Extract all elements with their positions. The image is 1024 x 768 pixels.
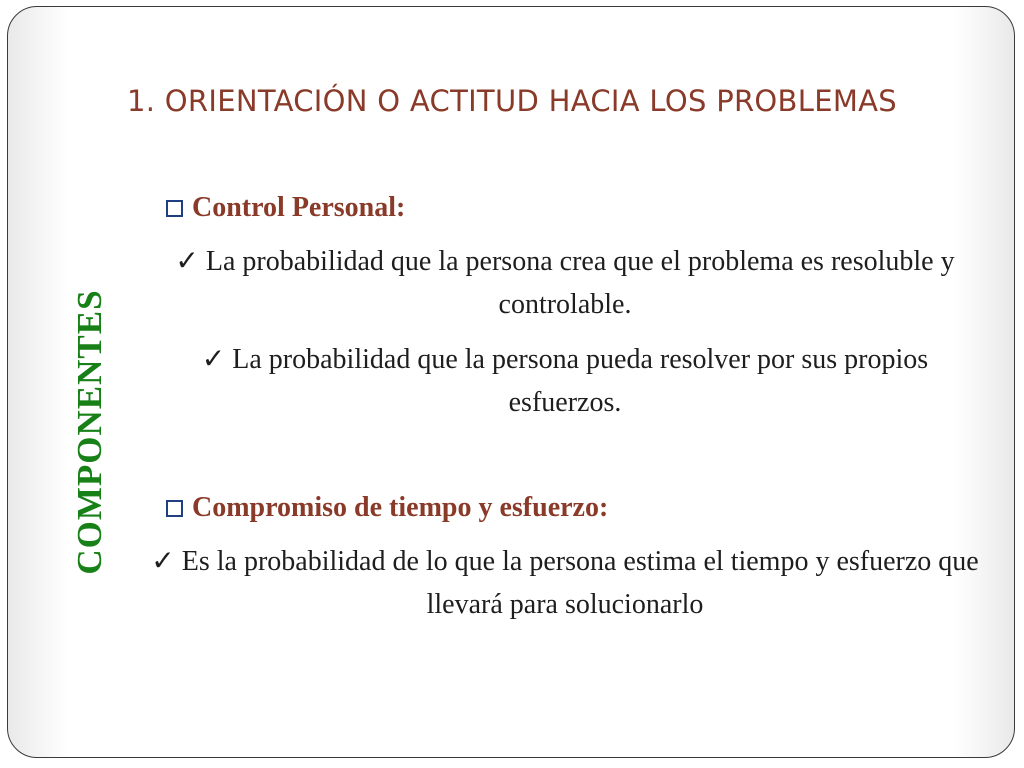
bullet-item	[150, 540, 980, 626]
bullet-text: Es la probabilidad de lo que la persona estima el tiempo y esfuerzo que llevará para solucionarlo	[181, 546, 979, 620]
side-label-componentes: COMPONENTES	[70, 289, 109, 575]
section-heading-control-personal	[166, 186, 405, 229]
section-heading-label: Control Personal:	[192, 192, 406, 223]
checkbox-square-icon	[166, 500, 183, 517]
section-heading-label: Compromiso de tiempo y esfuerzo:	[192, 492, 609, 523]
bullet-item	[175, 240, 955, 326]
bullet-text: La probabilidad que la persona pueda resolver por sus propios esfuerzos.	[232, 344, 929, 418]
checkmark-icon: ✓	[151, 546, 175, 577]
checkmark-icon: ✓	[175, 246, 199, 277]
checkmark-icon: ✓	[201, 344, 226, 375]
bullet-text: La probabilidad que la persona crea que el problema es resoluble y controlable.	[205, 246, 955, 320]
bullet-item	[180, 338, 950, 424]
slide-title: 1. ORIENTACIÓN O ACTITUD HACIA LOS PROBLEMAS	[126, 84, 898, 118]
section-heading-compromiso	[166, 486, 608, 529]
checkbox-square-icon	[166, 200, 183, 217]
